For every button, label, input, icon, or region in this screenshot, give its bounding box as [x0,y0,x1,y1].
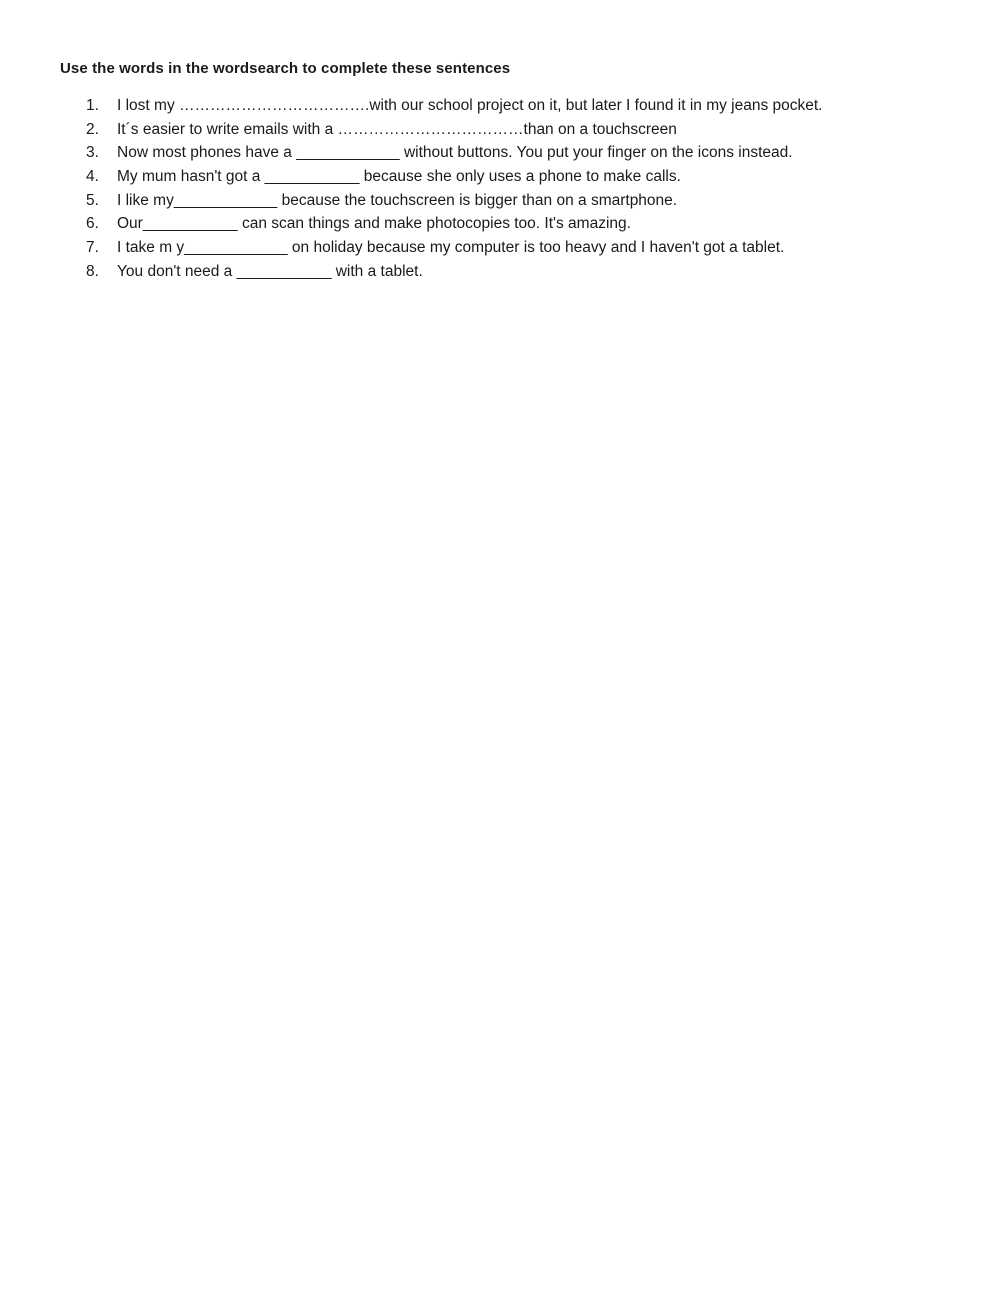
instruction-heading: Use the words in the wordsearch to complete these sentences [60,60,511,77]
sentence-number: 8. [86,262,99,280]
sentence-text: Our___________ can scan things and make photocopies too. It's amazing. [117,215,631,233]
sentence-item [86,238,823,262]
sentence-number: 3. [86,144,99,162]
sentence-item [86,191,823,215]
sentence-number: 6. [86,215,99,233]
sentence-item [86,143,823,167]
sentence-text: My mum hasn't got a ___________ because she only uses a phone to make calls. [117,168,681,186]
sentence-text: I take m y____________ on holiday because my computer is too heavy and I haven't got a tablet. [117,239,785,257]
sentence-text: Now most phones have a ____________ without buttons. You put your finger on the icons instead. [117,144,793,162]
sentence-item [86,262,823,286]
sentence-text: I lost my ……………………………….with our school project on it, but later I found it in my jeans pocket. [117,97,823,114]
sentence-number: 2. [86,120,99,138]
sentence-number: 7. [86,239,99,257]
sentence-text: It´s easier to write emails with a ………………………………than on a touchscreen [117,120,677,138]
sentence-number: 4. [86,168,99,186]
sentence-item [86,120,823,144]
sentence-text: You don't need a ___________ with a tablet. [117,262,423,280]
sentence-item [86,214,823,238]
sentence-number: 1. [86,97,99,114]
sentence-text: I like my____________ because the touchscreen is bigger than on a smartphone. [117,191,678,209]
sentence-number: 5. [86,191,99,209]
sentence-item [86,167,823,191]
sentence-item [86,96,823,120]
sentence-list [86,96,823,286]
